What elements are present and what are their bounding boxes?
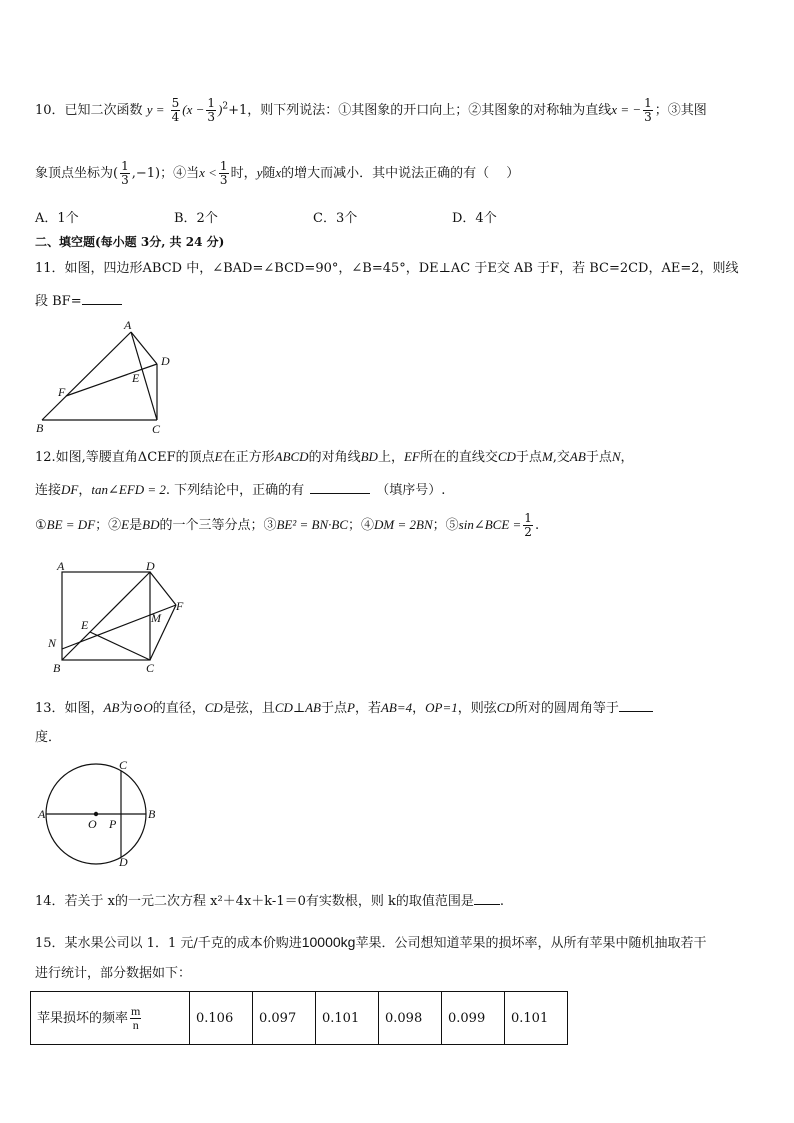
q12-label-f: F bbox=[176, 599, 184, 613]
q12-label-d: D bbox=[146, 559, 155, 573]
q12-segment-df bbox=[150, 572, 176, 605]
q13-label-o: O bbox=[88, 817, 97, 831]
q11-edge-ab bbox=[42, 332, 131, 420]
q11-line2: 段 BF= bbox=[35, 290, 122, 311]
q10-option-d[interactable]: D．4个 bbox=[452, 211, 497, 226]
q11-label-d: D bbox=[161, 354, 170, 368]
q11-label-c: C bbox=[152, 422, 161, 436]
q15-line2: 进行统计，部分数据如下： bbox=[35, 966, 192, 981]
q15-value-4: 0.098 bbox=[379, 992, 442, 1045]
q12-answer-blank[interactable] bbox=[310, 479, 370, 494]
q10-coef: $\frac{5}{4}$ bbox=[171, 96, 180, 124]
q15-value-2: 0.097 bbox=[253, 992, 316, 1045]
q14-line: 14．若关于 x的一元二次方程 x²＋4x＋k-1＝0有实数根，则 k的取值范围是 . bbox=[35, 890, 504, 911]
q10-line2: 象顶点坐标为( $\frac{1}{3}$ ,−1)；④当x < $\frac{1}{3}$ 时，y随x的增大而减小．其中说法正确的有（ ） bbox=[35, 159, 520, 187]
q15-value-3: 0.101 bbox=[316, 992, 379, 1045]
q13-line1: 13．如图，AB为⊙O的直径，CD是弦，且CD⊥AB于点P，若AB=4，OP=1，则弦CD所对的圆周角等于 bbox=[35, 697, 653, 718]
q10-option-a[interactable]: A．1个 bbox=[35, 211, 79, 226]
q12-line2: 连接DF，tan∠EFD = 2. 下列结论中，正确的有 （填序号）. bbox=[35, 479, 445, 500]
q12-line-nf bbox=[62, 605, 176, 649]
q12-label-c: C bbox=[146, 661, 155, 675]
q12-label-m: M bbox=[151, 611, 161, 625]
q13-label-p: P bbox=[109, 817, 117, 831]
q15-frequency-table bbox=[30, 991, 568, 1045]
q10-limit: $\frac{1}{3}$ bbox=[219, 159, 228, 187]
q13-label-b: B bbox=[148, 807, 156, 821]
q13-center-dot bbox=[94, 812, 98, 816]
q11-segment-fd bbox=[66, 364, 157, 396]
q13-answer-blank[interactable] bbox=[619, 697, 653, 712]
q12-half: $\frac{1}{2}$ bbox=[524, 511, 532, 539]
q12-square-abcd bbox=[62, 572, 150, 660]
table-row bbox=[31, 992, 568, 1045]
q15-frac-mn: $\frac{m}{n}$ bbox=[131, 1003, 141, 1032]
q12-figure-lines bbox=[62, 572, 176, 660]
q12-diagonal-bd bbox=[62, 572, 150, 660]
q10-vertex-x: $\frac{1}{3}$ bbox=[121, 159, 129, 187]
q12-segment-ec bbox=[90, 632, 150, 660]
q15-value-6: 0.101 bbox=[505, 992, 568, 1045]
q12-label-b: B bbox=[53, 661, 61, 675]
q13-label-c: C bbox=[119, 758, 128, 772]
q11-label-f: F bbox=[58, 385, 66, 399]
q13-figure-lines bbox=[46, 764, 146, 864]
q14-answer-blank[interactable] bbox=[474, 890, 500, 905]
q10-h: $\frac{1}{3}$ bbox=[207, 96, 216, 124]
q10-option-c[interactable]: C．3个 bbox=[313, 211, 358, 226]
q15-value-1: 0.106 bbox=[190, 992, 253, 1045]
q15-value-5: 0.099 bbox=[442, 992, 505, 1045]
q10-axis-frac: $\frac{1}{3}$ bbox=[644, 96, 652, 124]
q13-label-a: A bbox=[38, 807, 46, 821]
q10-option-b[interactable]: B．2个 bbox=[174, 211, 218, 226]
q11-label-b: B bbox=[36, 421, 44, 435]
q11-answer-blank[interactable] bbox=[82, 290, 122, 305]
q10-y-eq: y = bbox=[146, 102, 165, 117]
q15-line1: 15．某水果公司以 1．1 元/千克的成本价购进10000kg苹果．公司想知道苹果的损坏率，从所有苹果中随机抽取若干 bbox=[35, 934, 707, 951]
q13-line2: 度． bbox=[35, 730, 62, 745]
q11-label-a: A bbox=[124, 318, 132, 332]
q10-line1: 10．已知二次函数 y = $\frac{5}{4}$ (x − $\frac{1}{3}$ )$^2$+1，则下列说法：①其图象的开口向上；②其图象的对称轴为直线x = − $\frac{1}{3}$ ；③其图 bbox=[35, 96, 707, 124]
q12-label-a: A bbox=[57, 559, 65, 573]
q12-label-e: E bbox=[81, 618, 89, 632]
q12-segment-cf bbox=[150, 605, 176, 660]
q13-label-d: D bbox=[119, 855, 128, 869]
q13-circle bbox=[46, 764, 146, 864]
q11-edge-ad bbox=[131, 332, 157, 364]
q11-figure-lines bbox=[42, 332, 157, 420]
q11-diagonal-ac bbox=[131, 332, 157, 420]
q11-line1: 11．如图，四边形ABCD 中，∠BAD=∠BCD=90°，∠B=45°，DE⊥AC 于E交 AB 于F，若 BC=2CD，AE=2，则线 bbox=[35, 261, 739, 276]
q11-label-e: E bbox=[132, 371, 140, 385]
q12-line1: 12.如图,等腰直角ΔCEF的顶点E在正方形ABCD的对角线BD上，EF所在的直线交CD于点M,交AB于点N， bbox=[35, 449, 634, 465]
q12-conclusions: ①BE = DF；②E是BD的一个三等分点；③BE² = BN·BC；④DM = 2BN；⑤sin∠BCE = $\frac{1}{2}$ . bbox=[35, 511, 540, 539]
section-title-fill-in: 二、填空题(每小题 3分, 共 24 分) bbox=[35, 235, 225, 249]
q12-label-n: N bbox=[48, 636, 57, 650]
q15-row-label: 苹果损坏的频率 $\frac{m}{n}$ bbox=[31, 992, 190, 1045]
